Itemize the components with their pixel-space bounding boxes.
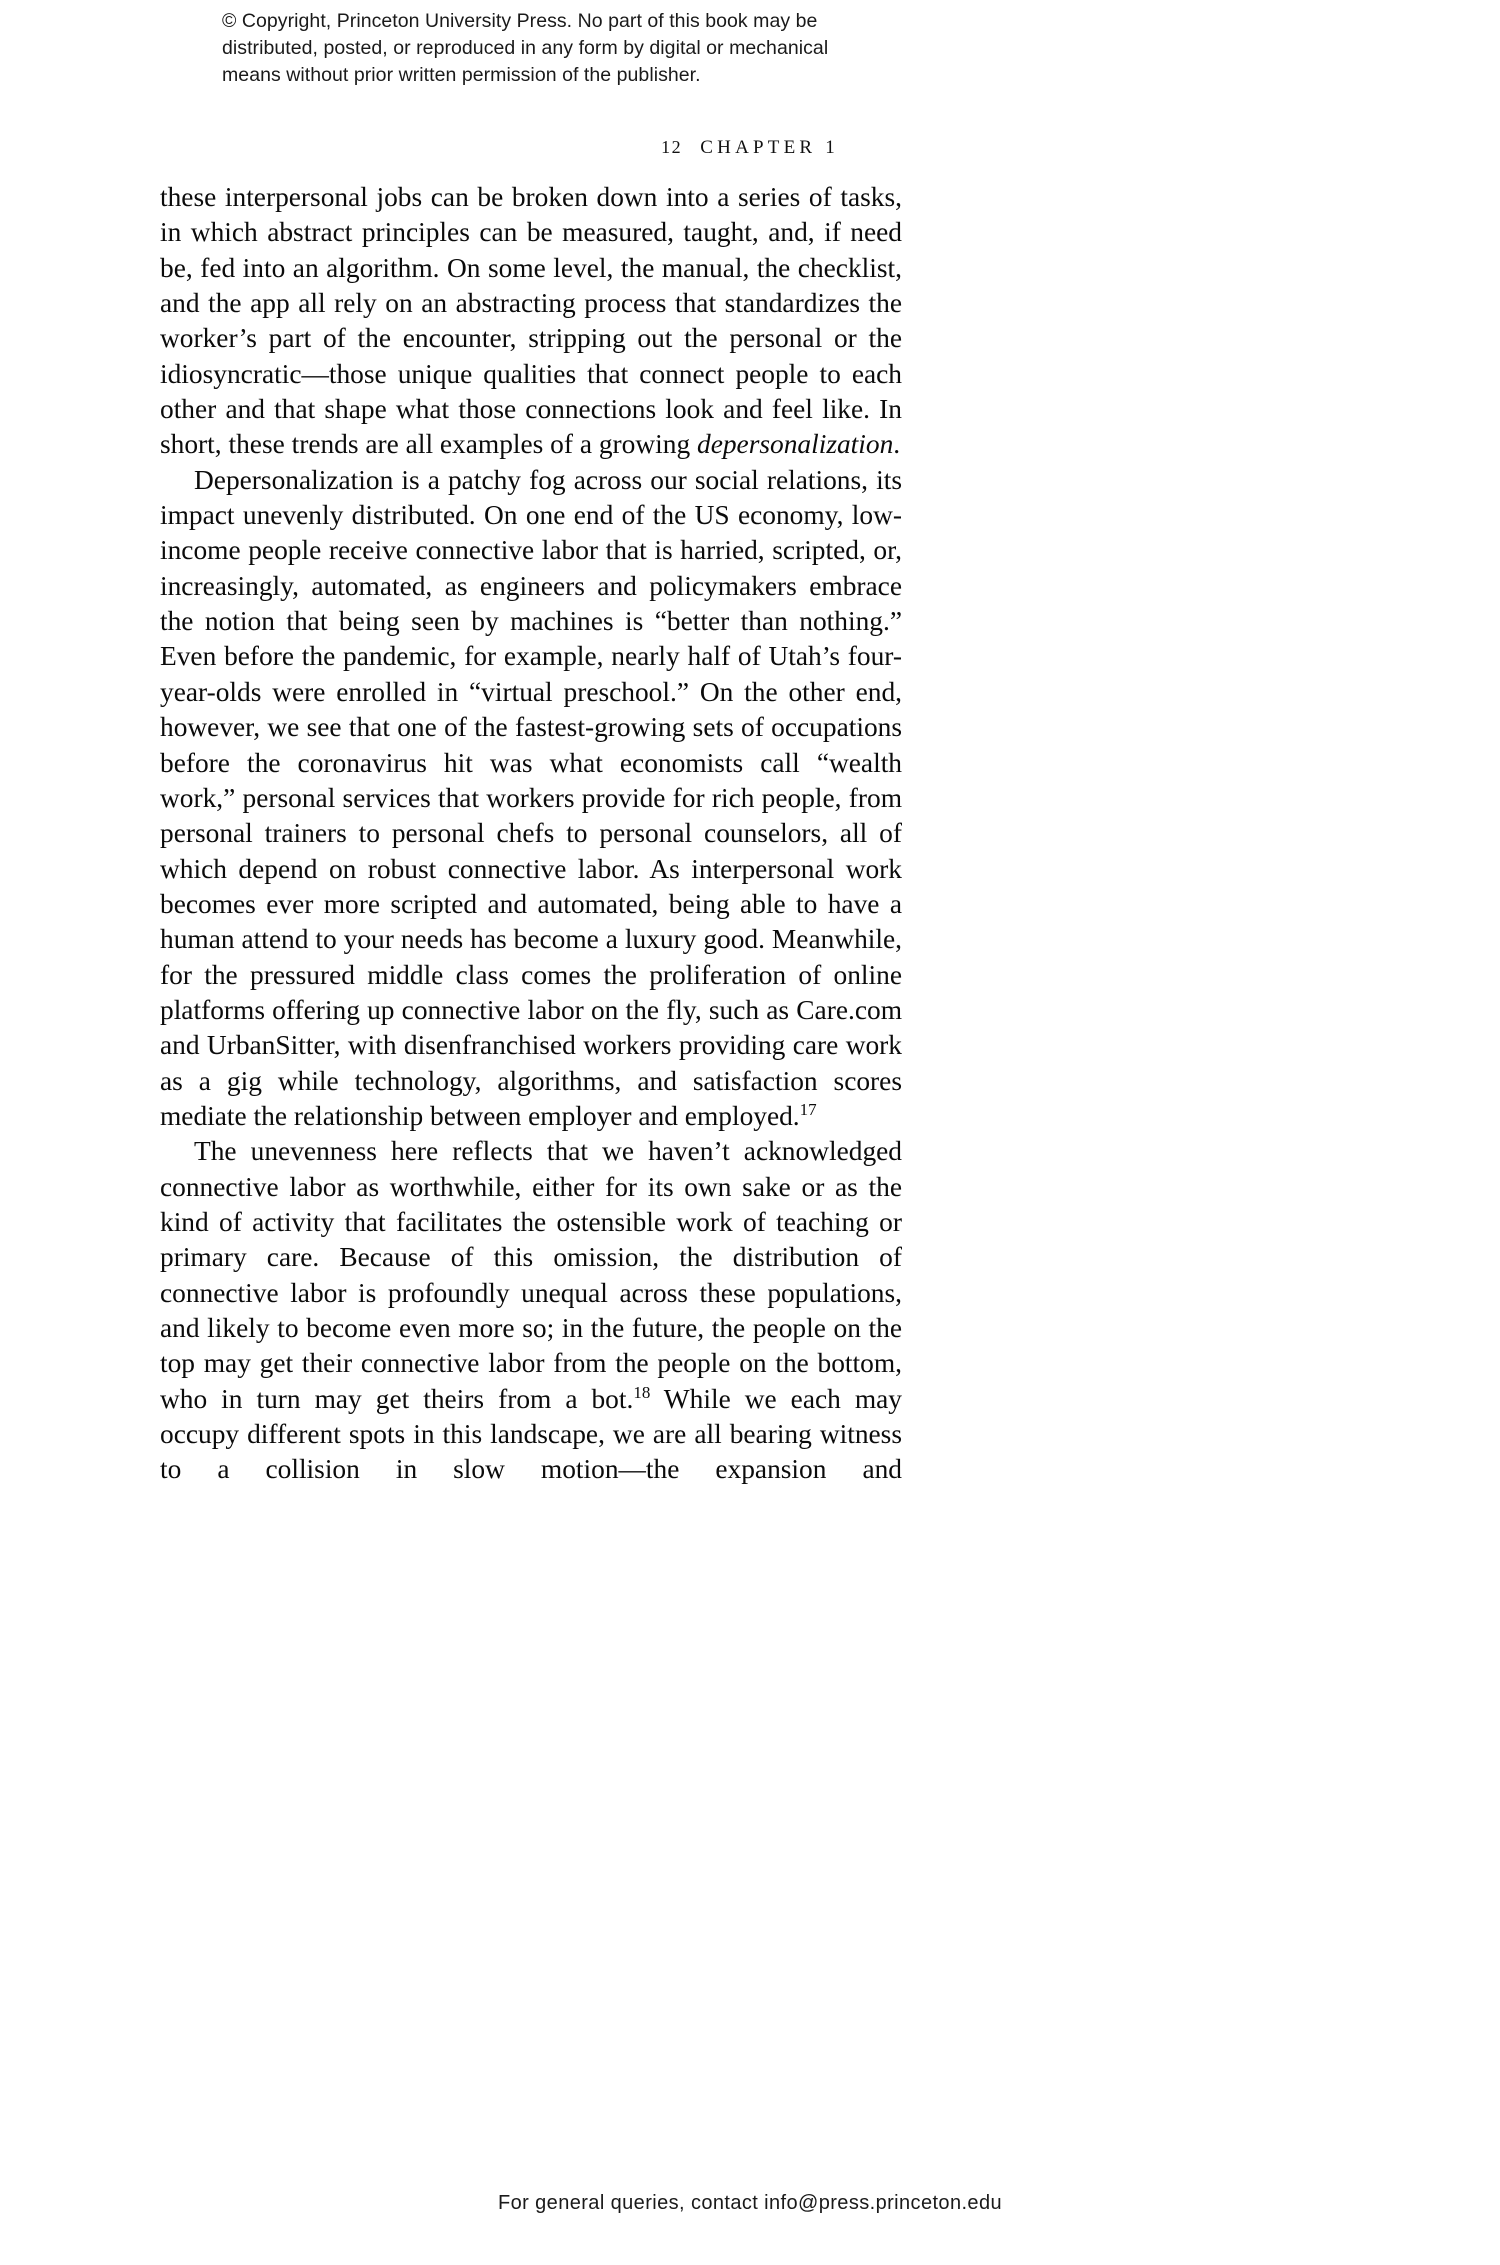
chapter-label: CHAPTER 1 (700, 137, 839, 158)
copyright-notice-line-2: distributed, posted, or reproduced in any form by digital or mechanical (222, 37, 829, 59)
page-body-text (160, 180, 902, 1488)
copyright-notice-line-1: © Copyright, Princeton University Press. No part of this book may be (222, 10, 818, 32)
running-head (0, 137, 1500, 159)
paragraph-unevenness: The unevenness here reflects that we haven’t acknowledged connective labor as worthwhile, either for its own sake or as the kind of activity that facilitates the ostensible work of teaching or primary care. Because of this omission, the distribution of connective labor is profoundly unequal across these populations, and likely to become even more so; in the future, the people on the top may get their connective labor from the people on the bottom, who in turn may get theirs from a bot.$^{18}$ While we each may occupy different spots in this landscape, we are all bearing witness to a collision in slow motion—the expansion and (160, 1136, 902, 1485)
paragraph-depersonalization: Depersonalization is a patchy fog across our social relations, its impact unevenly distributed. On one end of the US economy, low-income people receive connective labor that is harried, scripted, or, increasingly, automated, as engineers and policymakers embrace the notion that being seen by machines is “better than nothing.” Even before the pandemic, for example, nearly half of Utah’s four-year-olds were enrolled in “virtual preschool.” On the other end, however, we see that one of the fastest-growing sets of occupations before the coronavirus hit was what economists call “wealth work,” personal services that workers provide for rich people, from personal trainers to personal chefs to personal counselors, all of which depend on robust connective labor. As interpersonal work becomes ever more scripted and automated, being able to have a human attend to your needs has become a luxury good. Meanwhile, for the pressured middle class comes the proliferation of online platforms offering up connective labor on the fly, such as Care.com and UrbanSitter, with disenfranchised workers providing care work as a gig while technology, algorithms, and satisfaction scores mediate the relationship between employer and employed.$^{17}$ (160, 464, 902, 1131)
copyright-notice-line-3: means without prior written permission of the publisher. (222, 64, 701, 86)
page-footer (0, 2192, 1500, 2215)
footer-contact-text: For general queries, contact info@press.princeton.edu (498, 2192, 1002, 2214)
copyright-notice (222, 8, 842, 89)
paragraph-continued: these interpersonal jobs can be broken down into a series of tasks, in which abstract principles can be measured, taught, and, if need be, fed into an algorithm. On some level, the manual, the checklist, and the app all rely on an abstracting process that standardizes the worker’s part of the encounter, stripping out the personal or the idiosyncratic—those unique qualities that connect people to each other and that shape what those connections look and feel like. In short, these trends are all examples of a growing depersonalization. (160, 182, 902, 460)
page-number: 12 (661, 137, 683, 157)
